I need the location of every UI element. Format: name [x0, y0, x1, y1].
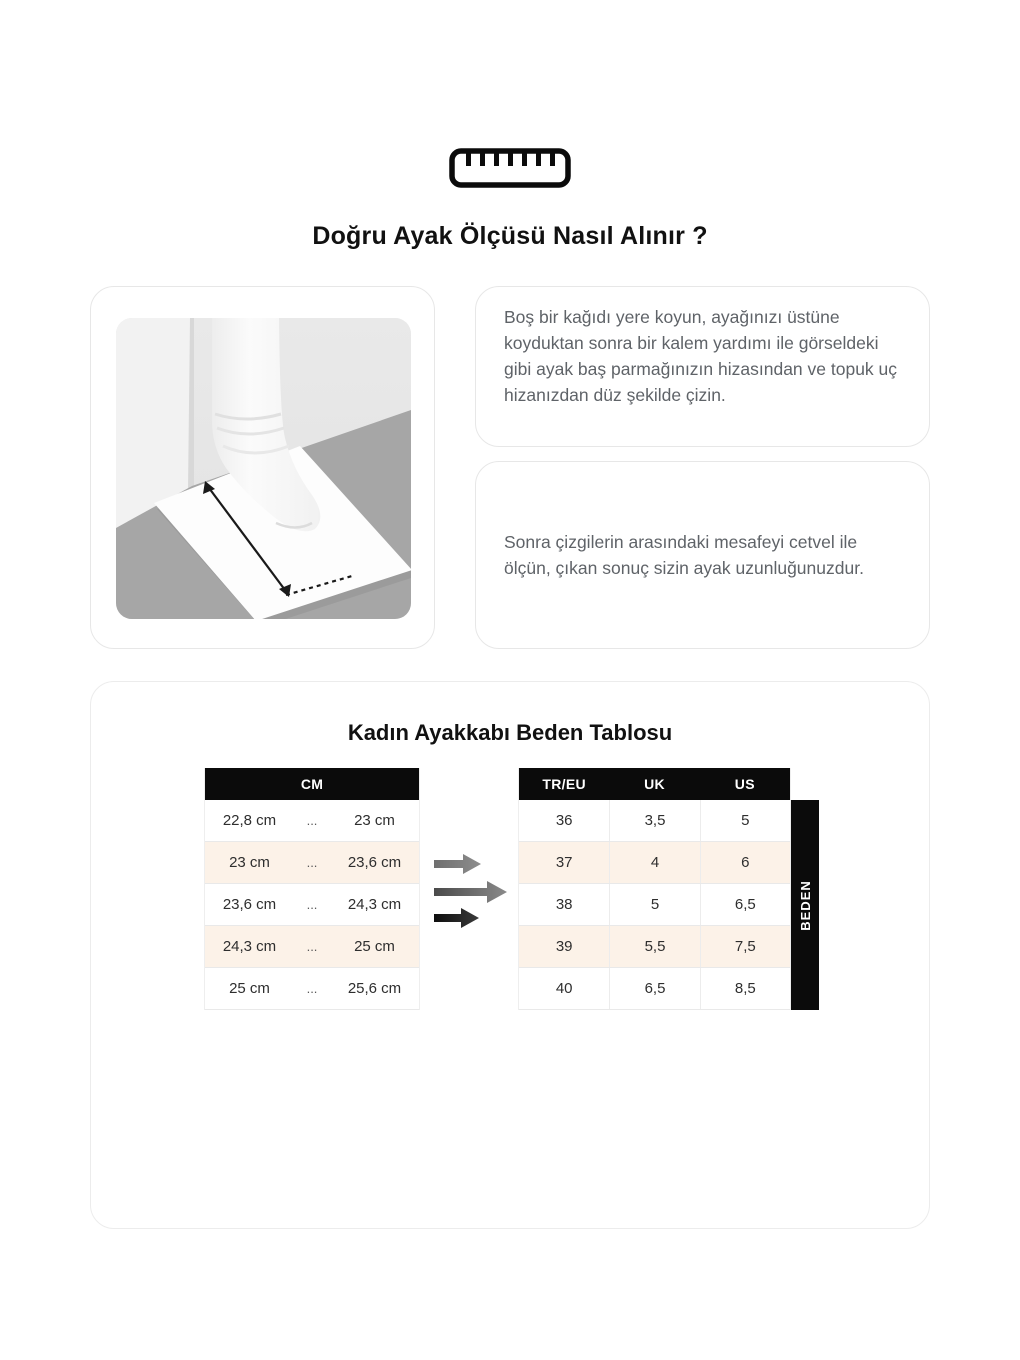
cell: 8,5	[700, 968, 790, 1009]
cell: 24,3 cm	[347, 896, 402, 913]
col-header-us: US	[734, 776, 755, 792]
table-row	[519, 800, 790, 842]
table-row	[519, 968, 790, 1010]
table-row	[205, 884, 419, 926]
cell: 25,6 cm	[347, 980, 402, 997]
cell: 37	[555, 854, 573, 871]
cell: 36	[555, 812, 573, 829]
size-chart-title: Kadın Ayakkabı Beden Tablosu	[347, 720, 673, 745]
cell: 4	[609, 842, 699, 883]
foot-measure-guide	[90, 0, 930, 1229]
cell: 7,5	[700, 926, 790, 967]
instruction-step-2-card	[475, 461, 930, 649]
cell: 6	[700, 842, 790, 883]
beden-side-label	[791, 800, 819, 1010]
table-row	[519, 842, 790, 884]
size-chart-card	[90, 681, 930, 1229]
table-row	[205, 800, 419, 842]
instruction-step-2-text: Sonra çizgilerin arasındaki mesafeyi cetvel ile ölçün, çıkan sonuç sizin ayak uzunluğunuzdur.	[504, 532, 864, 578]
cm-table	[204, 768, 420, 1010]
cm-table-header	[205, 768, 419, 800]
cell: 25 cm	[229, 980, 270, 997]
table-row	[205, 926, 419, 968]
cell: 5	[700, 800, 790, 841]
table-row	[519, 884, 790, 926]
table-row	[205, 842, 419, 884]
foot-measurement-photo	[116, 318, 411, 619]
cell: ...	[306, 855, 318, 870]
ruler-icon	[449, 148, 571, 188]
instruction-step-1-text: Boş bir kağıdı yere koyun, ayağınızı üstüne koyduktan sonra bir kalem yardımı ile görseldeki gibi ayak baş parmağınızın hizasından ve topuk uç hizanızdan düz şekilde çizin.	[504, 307, 898, 405]
cell: 38	[555, 896, 573, 913]
cell: 6,5	[609, 968, 699, 1009]
col-header-uk: UK	[644, 776, 665, 792]
table-row	[205, 968, 419, 1010]
cell: ...	[306, 813, 318, 828]
cell: 6,5	[700, 884, 790, 925]
cm-header-label: CM	[300, 776, 324, 792]
page-title: Doğru Ayak Ölçüsü Nasıl Alınır ?	[312, 222, 708, 250]
cell: 39	[555, 938, 573, 955]
cell: ...	[306, 897, 318, 912]
cell: 23,6 cm	[222, 896, 277, 913]
conversion-table	[518, 768, 791, 1010]
foot-photo-card	[90, 286, 435, 649]
cell: 23 cm	[229, 854, 270, 871]
table-row	[519, 926, 790, 968]
beden-label-text: BEDEN	[797, 879, 813, 931]
cell: 22,8 cm	[222, 812, 277, 829]
conversion-arrows-icon	[432, 850, 508, 935]
conversion-table-header	[519, 768, 790, 800]
cell: 3,5	[609, 800, 699, 841]
cell: ...	[306, 939, 318, 954]
cell: 23,6 cm	[347, 854, 402, 871]
cell: 5,5	[609, 926, 699, 967]
cell: 40	[555, 980, 573, 997]
cell: 23 cm	[354, 812, 395, 829]
cell: ...	[306, 981, 318, 996]
cell: 25 cm	[354, 938, 395, 955]
col-header-tr-eu: TR/EU	[542, 776, 586, 792]
cell: 5	[609, 884, 699, 925]
instruction-step-1-card	[475, 286, 930, 447]
cell: 24,3 cm	[222, 938, 277, 955]
